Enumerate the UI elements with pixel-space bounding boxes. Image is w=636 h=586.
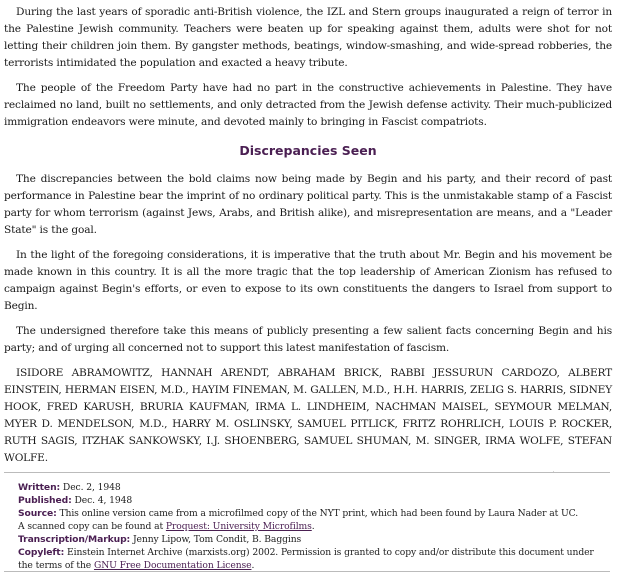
written-label: Written: <box>18 482 61 493</box>
info-written <box>18 481 610 494</box>
info-transcription <box>18 533 610 546</box>
paragraph-considerations: In the light of the foregoing considerations, it is imperative that the truth about Mr. Begin and his movement be made known in this country. It is all the more tragic that the top leadership of American Zionism has refused to campaign against Begin's efforts, or even to expose to its own constituents the dangers to Israel from support to Begin. <box>4 249 612 312</box>
copyleft-cont-suffix: . <box>251 560 255 571</box>
paragraph-freedom-party: The people of the Freedom Party have had no part in the constructive achievements in Palestine. They have reclaimed no land, built no settlements, and only detracted from the Jewish defense activity. Their much-publicized immigration endeavors were minute, and devoted mainly to bringing in Fascist compatriots. <box>4 82 612 128</box>
source-label: Source: <box>18 508 57 519</box>
info-copyleft <box>18 546 610 559</box>
published-value: Dec. 4, 1948 <box>74 495 133 506</box>
scanned-suffix: . <box>311 521 315 532</box>
proquest-link[interactable]: Proquest: University Microfilms <box>165 521 312 532</box>
copyleft-value: Einstein Internet Archive (marxists.org) 2002. Permission is granted to copy and/or distribute this document under <box>67 547 594 558</box>
gfdl-link[interactable]: GNU Free Documentation License <box>93 560 252 571</box>
paragraph-terror: During the last years of sporadic anti-British violence, the IZL and Stern groups inaugurated a reign of terror in the Palestine Jewish community. Teachers were beaten up for speaking against them, adults were shot for not letting their children join them. By gangster methods, beatings, window-smashing, and wide-spread robberies, the terrorists intimidated the population and exacted a heavy tribute. <box>4 6 612 69</box>
article-content <box>4 0 612 481</box>
published-label: Published: <box>18 495 72 506</box>
copyleft-label: Copyleft: <box>18 547 65 558</box>
copyleft-cont-prefix: the terms of the <box>18 560 92 571</box>
info-source <box>18 507 610 520</box>
document-info-box <box>4 472 610 572</box>
source-value: This online version came from a microfilmed copy of the NYT print, which had been found by Laura Nader at UC. <box>59 508 579 519</box>
written-value: Dec. 2, 1948 <box>62 482 121 493</box>
transcription-value: Jenny Lipow, Tom Condit, B. Baggins <box>132 534 302 545</box>
section-heading: Discrepancies Seen <box>239 143 377 158</box>
transcription-label: Transcription/Markup: <box>18 534 131 545</box>
info-scanned <box>18 520 610 533</box>
signers-list: ISIDORE ABRAMOWITZ, HANNAH ARENDT, ABRAHAM BRICK, RABBI JESSURUN CARDOZO, ALBERT EINSTEIN, HERMAN EISEN, M.D., HAYIM FINEMAN, M. GALLEN, M.D., H.H. HARRIS, ZELIG S. HARRIS, SIDNEY HOOK, FRED KARUSH, BRURIA KAUFMAN, IRMA L. LINDHEIM, NACHMAN MAISEL, SEYMOUR MELMAN, MYER D. MENDELSON, M.D., HARRY M. OSLINSKY, SAMUEL PITLICK, FRITZ ROHRLICH, LOUIS P. ROCKER, RUTH SAGIS, ITZHAK SANKOWSKY, I.J. SHOENBERG, SAMUEL SHUMAN, M. SINGER, IRMA WOLFE, STEFAN WOLFE. <box>4 367 612 464</box>
scanned-prefix: A scanned copy can be found at <box>18 521 164 532</box>
paragraph-discrepancies: The discrepancies between the bold claims now being made by Begin and his party, and their record of past performance in Palestine bear the imprint of no ordinary political party. This is the unmistakable stamp of a Fascist party for whom terrorism (against Jews, Arabs, and British alike), and misrepresentation are means, and a "Leader State" is the goal. <box>4 173 612 236</box>
paragraph-undersigned: The undersigned therefore take this means of publicly presenting a few salient facts concerning Begin and his party; and of urging all concerned not to support this latest manifestation of fascism. <box>4 325 612 354</box>
info-published <box>18 494 610 507</box>
info-copyleft-cont <box>18 559 610 572</box>
